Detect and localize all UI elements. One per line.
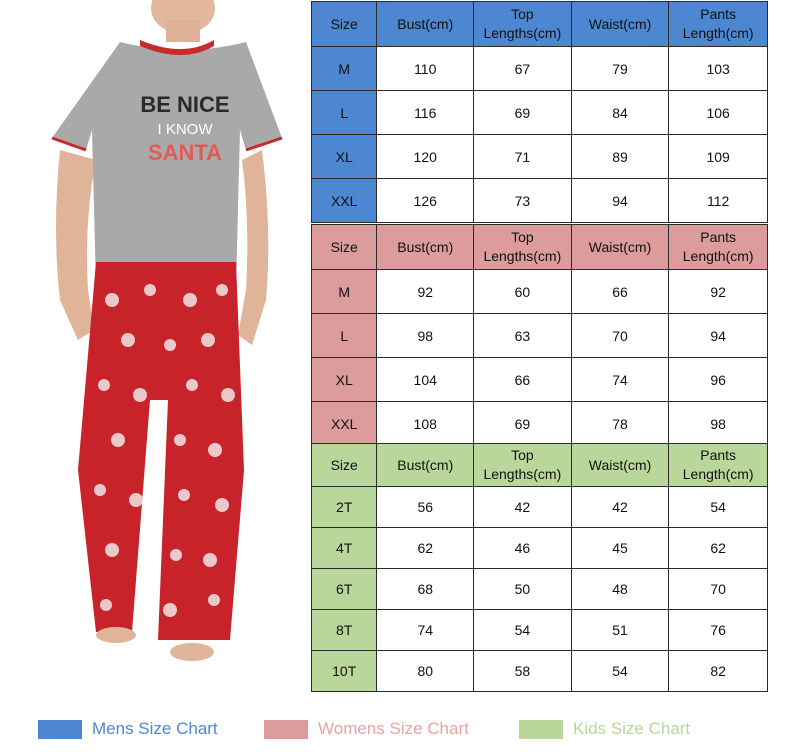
left-arm (56, 150, 96, 340)
top-length-cell: 71 (474, 135, 572, 179)
kids-legend-label: Kids Size Chart (573, 719, 691, 738)
shirt-print-line3: SANTA (147, 140, 223, 165)
bust-cell: 104 (377, 358, 474, 402)
header-waist: Waist(cm) (571, 444, 669, 487)
waist-cell: 94 (571, 179, 669, 223)
top-length-cell: 73 (474, 179, 572, 223)
header-bust: Bust(cm) (377, 444, 474, 487)
bust-cell: 108 (377, 402, 474, 446)
bust-cell: 62 (377, 528, 474, 569)
header-pants-length: Pants Length(cm) (669, 225, 768, 270)
size-cell: XXL (312, 402, 377, 446)
top-length-cell: 54 (474, 610, 572, 651)
top-length-cell: 50 (474, 569, 572, 610)
header-pants-length: Pants Length(cm) (669, 2, 768, 47)
top-length-cell: 63 (474, 314, 572, 358)
kids-color-swatch (519, 720, 563, 739)
header-waist: Waist(cm) (571, 225, 669, 270)
table-header-row (312, 225, 768, 270)
pants-length-cell: 106 (669, 91, 768, 135)
waist-cell: 48 (571, 569, 669, 610)
right-arm (238, 150, 268, 345)
size-cell: 10T (312, 651, 377, 692)
size-cell: XXL (312, 179, 377, 223)
table-row (312, 135, 768, 179)
bust-cell: 116 (377, 91, 474, 135)
bust-cell: 92 (377, 270, 474, 314)
top-length-cell: 66 (474, 358, 572, 402)
pants-length-cell: 76 (669, 610, 768, 651)
table-row (312, 569, 768, 610)
pants-length-cell: 70 (669, 569, 768, 610)
waist-cell: 66 (571, 270, 669, 314)
table-row (312, 651, 768, 692)
legend-womens (264, 716, 469, 742)
shirt-print-line1: BE NICE (140, 92, 230, 117)
header-pants-length: Pants Length(cm) (669, 444, 768, 487)
kids-size-table (311, 443, 768, 692)
waist-cell: 74 (571, 358, 669, 402)
table-row (312, 610, 768, 651)
size-cell: L (312, 91, 377, 135)
size-cell: 8T (312, 610, 377, 651)
size-cell: M (312, 270, 377, 314)
size-cell: M (312, 47, 377, 91)
pants-length-cell: 62 (669, 528, 768, 569)
pants-length-cell: 54 (669, 487, 768, 528)
bust-cell: 126 (377, 179, 474, 223)
header-size: Size (312, 2, 377, 47)
table-row (312, 402, 768, 446)
header-size: Size (312, 444, 377, 487)
pants-length-cell: 96 (669, 358, 768, 402)
top-length-cell: 69 (474, 91, 572, 135)
pants-length-cell: 112 (669, 179, 768, 223)
bust-cell: 98 (377, 314, 474, 358)
header-waist: Waist(cm) (571, 2, 669, 47)
size-cell: 6T (312, 569, 377, 610)
waist-cell: 84 (571, 91, 669, 135)
size-cell: XL (312, 358, 377, 402)
waist-cell: 42 (571, 487, 669, 528)
table-header-row (312, 444, 768, 487)
table-row (312, 270, 768, 314)
table-row (312, 314, 768, 358)
top-length-cell: 58 (474, 651, 572, 692)
header-top-length: Top Lengths(cm) (474, 2, 572, 47)
size-cell: 2T (312, 487, 377, 528)
size-cell: XL (312, 135, 377, 179)
womens-legend-label: Womens Size Chart (318, 719, 469, 738)
header-bust: Bust(cm) (377, 2, 474, 47)
waist-cell: 45 (571, 528, 669, 569)
pants-length-cell: 109 (669, 135, 768, 179)
table-row (312, 358, 768, 402)
top-length-cell: 46 (474, 528, 572, 569)
pants-length-cell: 92 (669, 270, 768, 314)
pants-length-cell: 94 (669, 314, 768, 358)
bust-cell: 68 (377, 569, 474, 610)
waist-cell: 51 (571, 610, 669, 651)
waist-cell: 54 (571, 651, 669, 692)
waist-cell: 70 (571, 314, 669, 358)
bust-cell: 80 (377, 651, 474, 692)
table-row (312, 179, 768, 223)
bust-cell: 74 (377, 610, 474, 651)
womens-color-swatch (264, 720, 308, 739)
table-row (312, 47, 768, 91)
table-header-row (312, 2, 768, 47)
header-size: Size (312, 225, 377, 270)
size-cell: 4T (312, 528, 377, 569)
product-photo (0, 0, 305, 700)
shirt-print-line2: I KNOW (157, 121, 213, 138)
waist-cell: 89 (571, 135, 669, 179)
mens-size-table (311, 1, 768, 223)
pajama-model-illustration (0, 0, 305, 700)
pants-length-cell: 82 (669, 651, 768, 692)
header-top-length: Top Lengths(cm) (474, 444, 572, 487)
top-length-cell: 67 (474, 47, 572, 91)
mens-legend-label: Mens Size Chart (92, 719, 218, 738)
top-length-cell: 42 (474, 487, 572, 528)
mens-color-swatch (38, 720, 82, 739)
right-foot (170, 643, 214, 661)
pants-length-cell: 98 (669, 402, 768, 446)
legend-mens (38, 716, 218, 742)
waist-cell: 78 (571, 402, 669, 446)
table-row (312, 91, 768, 135)
legend-kids (519, 716, 690, 742)
bust-cell: 56 (377, 487, 474, 528)
table-row (312, 487, 768, 528)
top-length-cell: 69 (474, 402, 572, 446)
bust-cell: 120 (377, 135, 474, 179)
header-bust: Bust(cm) (377, 225, 474, 270)
pants-length-cell: 103 (669, 47, 768, 91)
table-row (312, 528, 768, 569)
left-foot (96, 627, 136, 643)
size-cell: L (312, 314, 377, 358)
top-length-cell: 60 (474, 270, 572, 314)
header-top-length: Top Lengths(cm) (474, 225, 572, 270)
womens-size-table (311, 224, 768, 446)
waist-cell: 79 (571, 47, 669, 91)
bust-cell: 110 (377, 47, 474, 91)
